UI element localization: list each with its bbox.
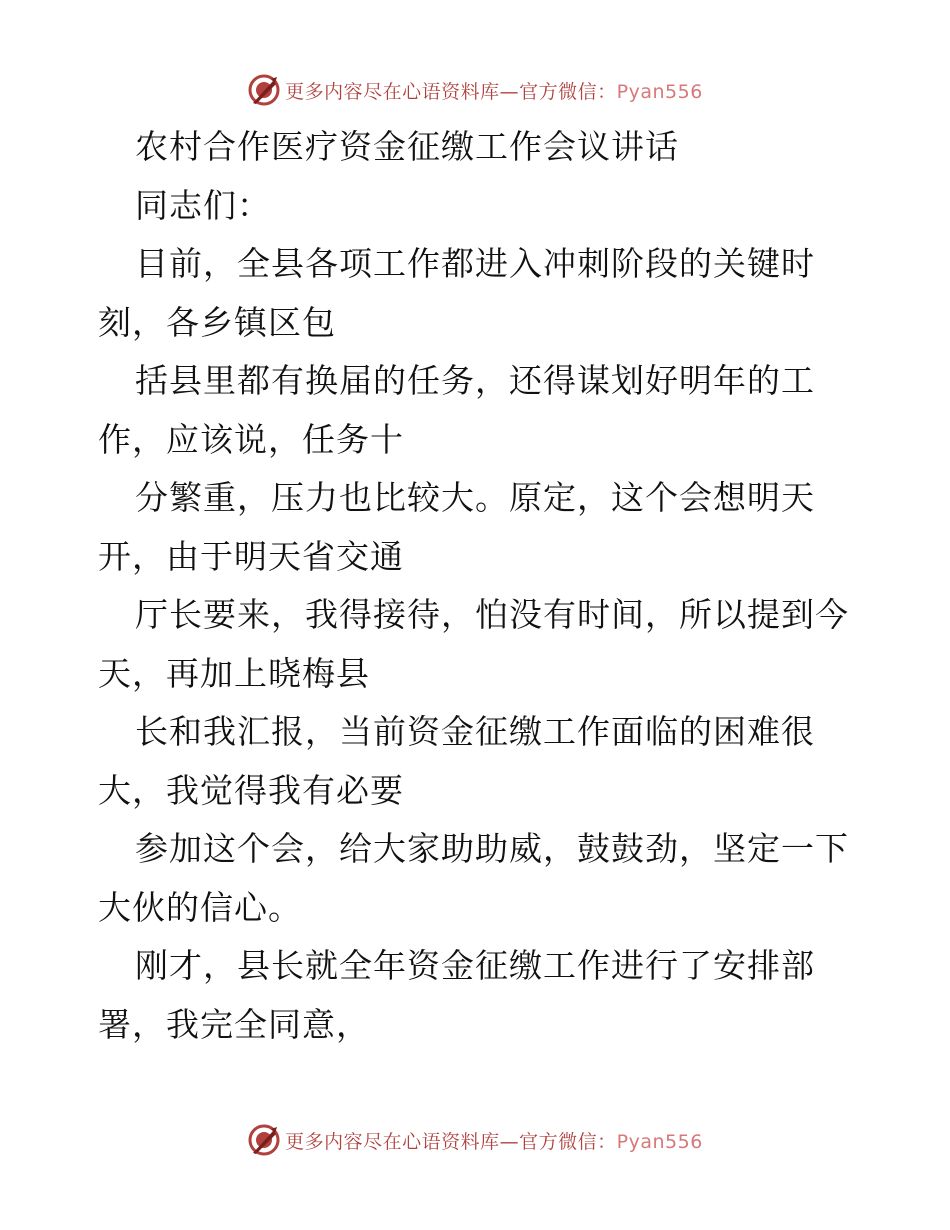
text-line: 署，我完全同意， [98, 1004, 370, 1044]
watermark-text: 更多内容尽在心语资料库—官方微信：Pyan556 [285, 1130, 703, 1153]
document-title: 农村合作医疗资金征缴工作会议讲话 [135, 127, 679, 166]
text-line: 刚才，县长就全年资金征缴工作进行了安排部 [135, 946, 815, 985]
wechat-id: Pyan556 [616, 1130, 703, 1153]
watermark-text: 更多内容尽在心语资料库—官方微信：Pyan556 [285, 80, 703, 103]
text-line: 长和我汇报，当前资金征缴工作面临的困难很 [135, 712, 815, 751]
text-line: 括县里都有换届的任务，还得谋划好明年的工 [135, 361, 815, 400]
header-watermark [0, 70, 950, 110]
text-line: 开，由于明天省交通 [98, 536, 404, 576]
document-body [98, 118, 858, 1054]
text-line: 厅长要来，我得接待，怕没有时间，所以提到今 [135, 595, 849, 634]
quill-logo-icon [247, 73, 281, 107]
text-line: 参加这个会，给大家助助威，鼓鼓劲，坚定一下 [135, 829, 849, 868]
quill-logo-icon [247, 1123, 281, 1157]
text-line: 目前，全县各项工作都进入冲刺阶段的关键时 [135, 244, 815, 283]
salutation: 同志们： [135, 185, 271, 225]
text-line: 大伙的信心。 [98, 887, 302, 927]
wechat-id: Pyan556 [616, 80, 703, 103]
text-line: 刻，各乡镇区包 [98, 302, 336, 342]
text-line: 天，再加上晓梅县 [98, 653, 370, 693]
text-line: 大，我觉得我有必要 [98, 770, 404, 810]
text-line: 分繁重，压力也比较大。原定，这个会想明天 [135, 478, 815, 517]
text-line: 作，应该说，任务十 [98, 419, 404, 459]
footer-watermark [0, 1120, 950, 1160]
